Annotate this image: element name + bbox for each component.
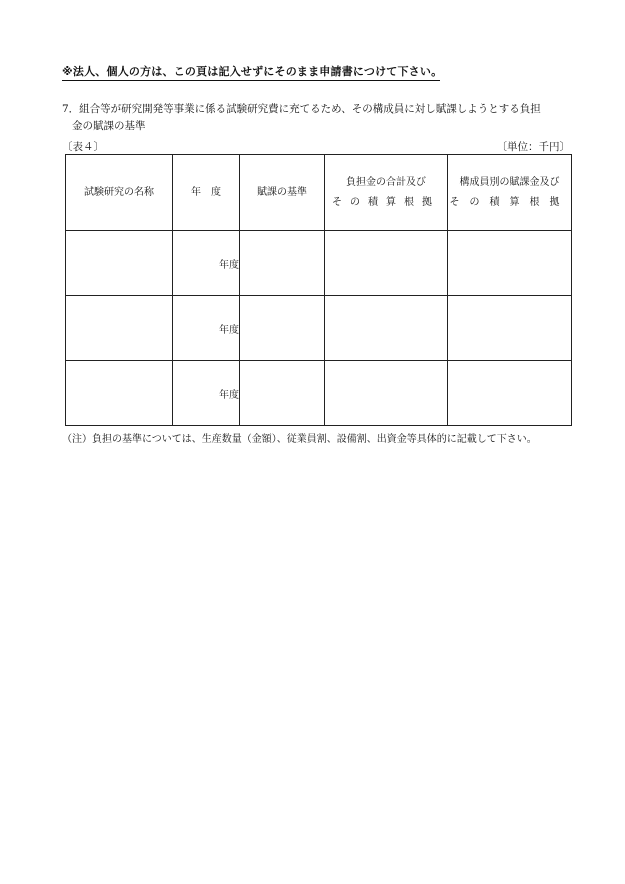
header-fiscal-year-label: 年 度 — [191, 186, 221, 198]
notice-heading: ※法人、個人の方は、この頁は記入せずにそのまま申請書につけて下さい。 — [62, 63, 440, 81]
footnote: （注）負担の基準については、生産数量（金額）、従業員割、設備割、出資金等具体的に記載して下さい。 — [62, 434, 537, 445]
header-research-name — [66, 155, 173, 231]
header-fiscal-year — [173, 155, 240, 231]
total-contribution-cell[interactable] — [325, 231, 448, 296]
header-member-levy — [448, 155, 572, 231]
section-7-line-2: 金の賦課の基準 — [72, 120, 146, 132]
total-contribution-cell[interactable] — [325, 296, 448, 361]
section-7-line-1: 7．組合等が研究開発等事業に係る試験研究費に充てるため、その構成員に対し賦課しようとする負担 — [62, 103, 541, 115]
levy-basis-cell[interactable] — [240, 361, 325, 426]
header-levy-basis-label: 賦課の基準 — [257, 186, 307, 198]
levy-table — [65, 154, 572, 426]
header-levy-basis — [240, 155, 325, 231]
levy-basis-cell[interactable] — [240, 231, 325, 296]
header-member-levy-line2: その積算根拠 — [449, 196, 570, 208]
member-levy-cell[interactable] — [448, 296, 572, 361]
research-name-cell[interactable] — [66, 296, 173, 361]
header-total-contribution-line2: その積算根拠 — [332, 196, 440, 208]
year-suffix: 年度 — [219, 389, 239, 401]
header-member-levy-line1: 構成員別の賦課金及び — [459, 176, 560, 188]
levy-basis-cell[interactable] — [240, 296, 325, 361]
table-row — [66, 361, 572, 426]
table-row — [66, 231, 572, 296]
member-levy-cell[interactable] — [448, 361, 572, 426]
table-row — [66, 296, 572, 361]
table-label: 〔表４〕 — [62, 141, 104, 153]
research-name-cell[interactable] — [66, 231, 173, 296]
fiscal-year-cell[interactable] — [173, 361, 240, 426]
section-7-text — [62, 101, 577, 135]
header-total-contribution-line1: 負担金の合計及び — [346, 176, 426, 188]
unit-label: 〔単位：千円〕 — [496, 141, 570, 153]
fiscal-year-cell[interactable] — [173, 296, 240, 361]
table-header-row — [66, 155, 572, 231]
header-total-contribution — [325, 155, 448, 231]
year-suffix: 年度 — [219, 259, 239, 271]
total-contribution-cell[interactable] — [325, 361, 448, 426]
header-research-name-label: 試験研究の名称 — [84, 186, 154, 198]
year-suffix: 年度 — [219, 324, 239, 336]
research-name-cell[interactable] — [66, 361, 173, 426]
member-levy-cell[interactable] — [448, 231, 572, 296]
fiscal-year-cell[interactable] — [173, 231, 240, 296]
